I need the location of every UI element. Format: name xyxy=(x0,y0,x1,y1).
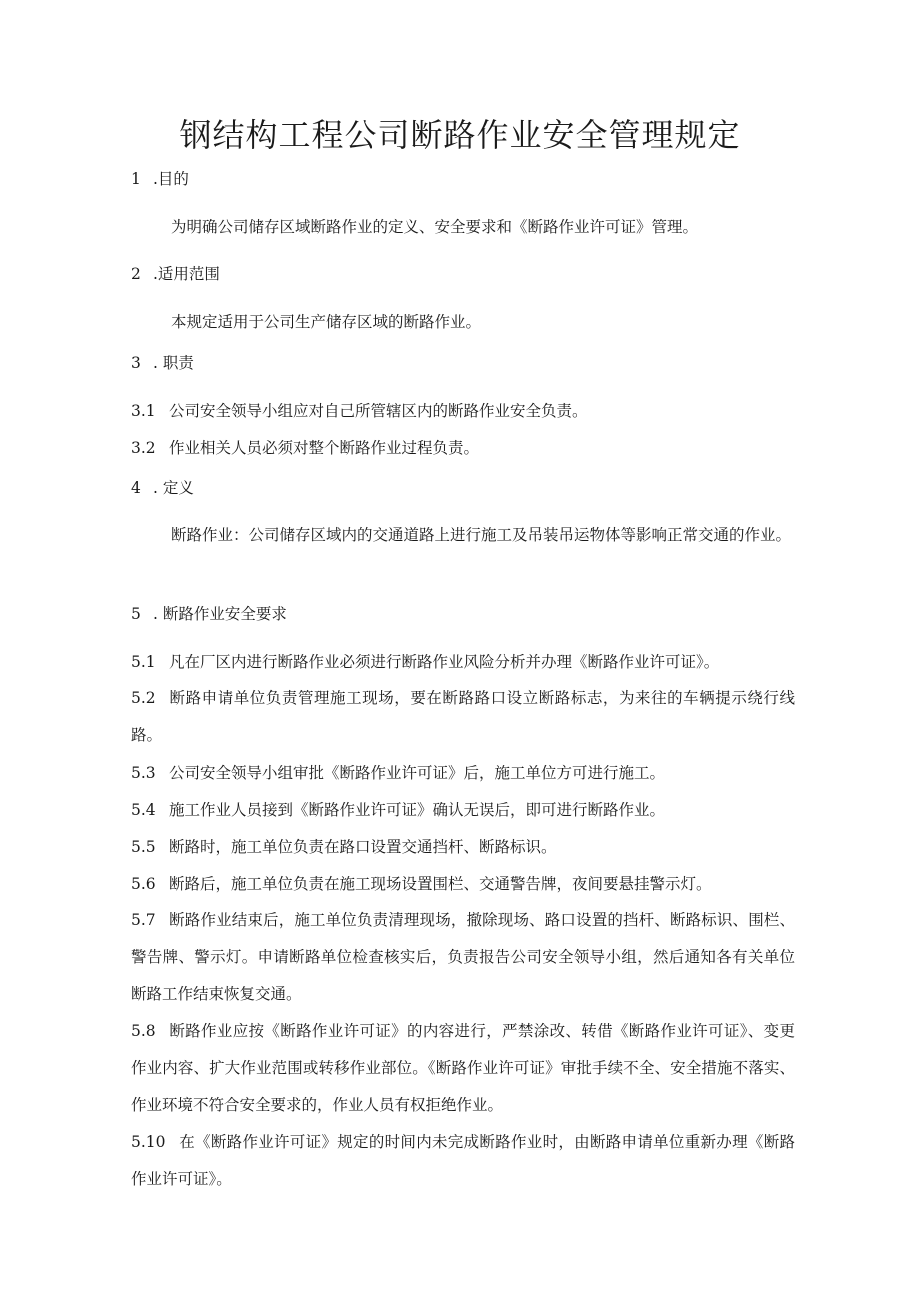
clause-number: 5.7 xyxy=(131,911,156,929)
clause-number: 5.10 xyxy=(131,1133,166,1151)
section-4-body: 断路作业：公司储存区域内的交通道路上进行施工及吊装吊运物体等影响正常交通的作业。 xyxy=(171,526,792,544)
section-heading-1 xyxy=(131,168,796,190)
clause-text: 施工作业人员接到《断路作业许可证》确认无误后，即可进行断路作业。 xyxy=(169,801,666,819)
clause-text: 断路时，施工单位负责在路口设置交通挡杆、断路标识。 xyxy=(169,838,557,856)
document-title: 钢结构工程公司断路作业安全管理规定 xyxy=(179,116,741,154)
clause-number: 5.1 xyxy=(131,653,156,671)
section-heading-3 xyxy=(131,352,796,374)
clause-number: 3.2 xyxy=(131,439,156,457)
section-number: 5 xyxy=(131,605,141,623)
clause-5-2 xyxy=(131,680,795,754)
clause-5-6 xyxy=(131,873,796,895)
section-heading-4 xyxy=(131,477,796,499)
section-title: . 职责 xyxy=(153,354,194,372)
clause-5-4 xyxy=(131,799,796,821)
section-number: 3 xyxy=(131,354,141,372)
clause-5-10 xyxy=(131,1124,795,1198)
clause-text: 公司安全领导小组应对自己所管辖区内的断路作业安全负责。 xyxy=(169,402,588,420)
clause-text: 凡在厂区内进行断路作业必须进行断路作业风险分析并办理《断路作业许可证》。 xyxy=(169,653,720,671)
section-title: . 定义 xyxy=(153,479,194,497)
section-2-body: 本规定适用于公司生产储存区域的断路作业。 xyxy=(171,313,482,331)
clause-number: 5.3 xyxy=(131,764,156,782)
clause-number: 5.2 xyxy=(131,689,156,707)
clause-text: 作业相关人员必须对整个断路作业过程负责。 xyxy=(169,439,480,457)
section-number: 1 xyxy=(131,170,141,188)
clause-number: 5.5 xyxy=(131,838,156,856)
section-1-body: 为明确公司储存区域断路作业的定义、安全要求和《断路作业许可证》管理。 xyxy=(171,218,699,236)
clause-text: 断路后，施工单位负责在施工现场设置围栏、交通警告牌，夜间要悬挂警示灯。 xyxy=(169,875,712,893)
section-title: .目的 xyxy=(153,170,189,188)
clause-text: 断路作业应按《断路作业许可证》的内容进行，严禁涂改、转借《断路作业许可证》、变更作业内容、扩大作业范围或转移作业部位。《断路作业许可证》审批手续不全、安全措施不落实、作业环境不符合安全要求的，作业人员有权拒绝作业。 xyxy=(131,1022,795,1114)
clause-text: 断路申请单位负责管理施工现场，要在断路路口设立断路标志，为来往的车辆提示绕行线路。 xyxy=(131,689,795,744)
clause-3-2 xyxy=(131,437,796,459)
section-title: .适用范围 xyxy=(153,265,220,283)
section-number: 2 xyxy=(131,265,141,283)
section-heading-2 xyxy=(131,263,796,285)
section-title: . 断路作业安全要求 xyxy=(153,605,287,623)
clause-text: 公司安全领导小组审批《断路作业许可证》后，施工单位方可进行施工。 xyxy=(169,764,666,782)
clause-3-1 xyxy=(131,400,796,422)
clause-5-8 xyxy=(131,1013,795,1124)
clause-number: 5.6 xyxy=(131,875,156,893)
section-number: 4 xyxy=(131,479,141,497)
clause-5-5 xyxy=(131,836,796,858)
clause-number: 5.4 xyxy=(131,801,156,819)
clause-number: 5.8 xyxy=(131,1022,156,1040)
clause-5-7 xyxy=(131,902,795,1013)
clause-5-3 xyxy=(131,762,796,784)
clause-number: 3.1 xyxy=(131,402,156,420)
clause-text: 断路作业结束后，施工单位负责清理现场，撤除现场、路口设置的挡杆、断路标识、围栏、警告牌、警示灯。申请断路单位检查核实后，负责报告公司安全领导小组，然后通知各有关单位断路工作结束恢复交通。 xyxy=(131,911,795,1003)
clause-text: 在《断路作业许可证》规定的时间内未完成断路作业时，由断路申请单位重新办理《断路作业许可证》。 xyxy=(131,1133,795,1188)
section-heading-5 xyxy=(131,603,796,625)
clause-5-1 xyxy=(131,651,796,673)
